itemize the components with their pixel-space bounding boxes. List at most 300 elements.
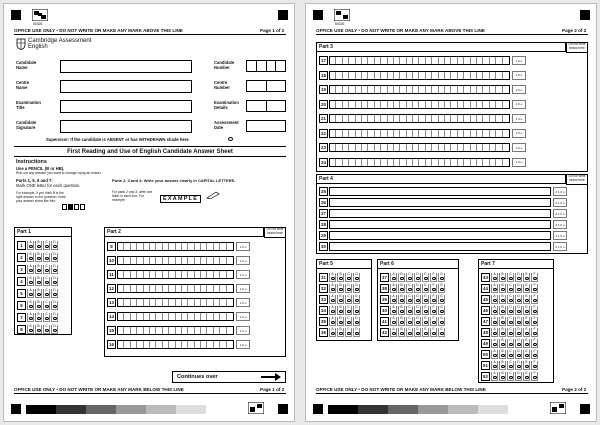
answer-option[interactable] bbox=[507, 295, 514, 304]
option-bubble[interactable] bbox=[392, 277, 396, 280]
option-bubble[interactable] bbox=[339, 299, 343, 302]
answer-option[interactable] bbox=[523, 273, 530, 282]
answer-option[interactable] bbox=[430, 306, 437, 315]
option-bubble[interactable] bbox=[392, 310, 396, 313]
option-bubble[interactable] bbox=[53, 245, 57, 248]
option-bubble[interactable] bbox=[432, 277, 436, 280]
option-bubble[interactable] bbox=[331, 288, 335, 291]
option-bubble[interactable] bbox=[525, 277, 529, 280]
answer-option[interactable] bbox=[438, 295, 445, 304]
answer-option[interactable] bbox=[422, 273, 429, 282]
option-bubble[interactable] bbox=[29, 329, 33, 332]
answer-line[interactable] bbox=[329, 198, 551, 207]
answer-option[interactable] bbox=[27, 277, 34, 286]
answer-option[interactable] bbox=[43, 253, 50, 262]
option-bubble[interactable] bbox=[408, 288, 412, 291]
answer-option[interactable] bbox=[390, 328, 397, 337]
answer-option[interactable] bbox=[531, 273, 538, 282]
option-bubble[interactable] bbox=[45, 329, 49, 332]
answer-option[interactable] bbox=[345, 295, 352, 304]
centre-name-field[interactable] bbox=[60, 80, 192, 93]
answer-option[interactable] bbox=[43, 265, 50, 274]
option-bubble[interactable] bbox=[432, 288, 436, 291]
answer-option[interactable] bbox=[515, 328, 522, 337]
answer-option[interactable] bbox=[27, 241, 34, 250]
option-bubble[interactable] bbox=[331, 310, 335, 313]
answer-option[interactable] bbox=[353, 328, 360, 337]
option-bubble[interactable] bbox=[509, 310, 513, 313]
answer-option[interactable] bbox=[523, 284, 530, 293]
option-bubble[interactable] bbox=[517, 376, 521, 379]
answer-option[interactable] bbox=[51, 265, 58, 274]
answer-option[interactable] bbox=[414, 295, 421, 304]
option-bubble[interactable] bbox=[45, 281, 49, 284]
option-bubble[interactable] bbox=[440, 299, 444, 302]
answer-option[interactable] bbox=[43, 241, 50, 250]
option-bubble[interactable] bbox=[416, 288, 420, 291]
option-bubble[interactable] bbox=[408, 332, 412, 335]
answer-option[interactable] bbox=[414, 328, 421, 337]
option-bubble[interactable] bbox=[424, 310, 428, 313]
option-bubble[interactable] bbox=[331, 299, 335, 302]
option-bubble[interactable] bbox=[400, 277, 404, 280]
option-bubble[interactable] bbox=[45, 269, 49, 272]
option-bubble[interactable] bbox=[392, 321, 396, 324]
option-bubble[interactable] bbox=[493, 343, 497, 346]
answer-option[interactable] bbox=[523, 328, 530, 337]
option-bubble[interactable] bbox=[392, 332, 396, 335]
option-bubble[interactable] bbox=[493, 376, 497, 379]
option-bubble[interactable] bbox=[45, 293, 49, 296]
answer-option[interactable] bbox=[337, 328, 344, 337]
option-bubble[interactable] bbox=[53, 269, 57, 272]
option-bubble[interactable] bbox=[501, 365, 505, 368]
option-bubble[interactable] bbox=[339, 321, 343, 324]
option-bubble[interactable] bbox=[347, 299, 351, 302]
option-bubble[interactable] bbox=[509, 277, 513, 280]
answer-option[interactable] bbox=[414, 317, 421, 326]
answer-option[interactable] bbox=[523, 339, 530, 348]
option-bubble[interactable] bbox=[29, 317, 33, 320]
answer-option[interactable] bbox=[398, 295, 405, 304]
option-bubble[interactable] bbox=[509, 299, 513, 302]
answer-option[interactable] bbox=[491, 295, 498, 304]
option-bubble[interactable] bbox=[525, 332, 529, 335]
option-bubble[interactable] bbox=[424, 299, 428, 302]
answer-line[interactable] bbox=[329, 220, 551, 229]
option-bubble[interactable] bbox=[533, 321, 537, 324]
answer-option[interactable] bbox=[523, 350, 530, 359]
option-bubble[interactable] bbox=[29, 293, 33, 296]
option-bubble[interactable] bbox=[509, 354, 513, 357]
answer-option[interactable] bbox=[329, 328, 336, 337]
option-bubble[interactable] bbox=[400, 321, 404, 324]
answer-option[interactable] bbox=[35, 241, 42, 250]
answer-option[interactable] bbox=[353, 317, 360, 326]
answer-option[interactable] bbox=[27, 325, 34, 334]
letter-boxes[interactable] bbox=[329, 56, 510, 65]
option-bubble[interactable] bbox=[416, 299, 420, 302]
answer-option[interactable] bbox=[345, 306, 352, 315]
option-bubble[interactable] bbox=[501, 288, 505, 291]
answer-option[interactable] bbox=[515, 372, 522, 381]
answer-option[interactable] bbox=[507, 372, 514, 381]
answer-option[interactable] bbox=[345, 317, 352, 326]
centre-number-field[interactable] bbox=[246, 80, 286, 92]
answer-option[interactable] bbox=[337, 295, 344, 304]
letter-boxes[interactable] bbox=[117, 312, 234, 321]
answer-option[interactable] bbox=[406, 317, 413, 326]
answer-option[interactable] bbox=[438, 328, 445, 337]
option-bubble[interactable] bbox=[29, 281, 33, 284]
option-bubble[interactable] bbox=[432, 321, 436, 324]
answer-option[interactable] bbox=[406, 306, 413, 315]
answer-option[interactable] bbox=[430, 284, 437, 293]
answer-option[interactable] bbox=[499, 295, 506, 304]
option-bubble[interactable] bbox=[392, 299, 396, 302]
option-bubble[interactable] bbox=[493, 354, 497, 357]
answer-option[interactable] bbox=[27, 313, 34, 322]
option-bubble[interactable] bbox=[331, 321, 335, 324]
option-bubble[interactable] bbox=[347, 321, 351, 324]
answer-line[interactable] bbox=[329, 231, 551, 240]
answer-option[interactable] bbox=[430, 295, 437, 304]
answer-option[interactable] bbox=[398, 284, 405, 293]
answer-option[interactable] bbox=[531, 372, 538, 381]
answer-option[interactable] bbox=[406, 284, 413, 293]
answer-option[interactable] bbox=[390, 273, 397, 282]
option-bubble[interactable] bbox=[45, 245, 49, 248]
answer-option[interactable] bbox=[507, 306, 514, 315]
answer-option[interactable] bbox=[438, 317, 445, 326]
answer-option[interactable] bbox=[27, 253, 34, 262]
option-bubble[interactable] bbox=[347, 288, 351, 291]
letter-boxes[interactable] bbox=[329, 129, 510, 138]
option-bubble[interactable] bbox=[416, 321, 420, 324]
answer-line[interactable] bbox=[329, 242, 551, 251]
option-bubble[interactable] bbox=[525, 310, 529, 313]
option-bubble[interactable] bbox=[37, 257, 41, 260]
option-bubble[interactable] bbox=[424, 288, 428, 291]
answer-option[interactable] bbox=[51, 301, 58, 310]
option-bubble[interactable] bbox=[533, 354, 537, 357]
option-bubble[interactable] bbox=[525, 299, 529, 302]
option-bubble[interactable] bbox=[517, 365, 521, 368]
answer-option[interactable] bbox=[515, 273, 522, 282]
option-bubble[interactable] bbox=[509, 365, 513, 368]
option-bubble[interactable] bbox=[501, 376, 505, 379]
answer-option[interactable] bbox=[35, 313, 42, 322]
option-bubble[interactable] bbox=[517, 354, 521, 357]
option-bubble[interactable] bbox=[525, 288, 529, 291]
option-bubble[interactable] bbox=[525, 321, 529, 324]
option-bubble[interactable] bbox=[493, 299, 497, 302]
answer-option[interactable] bbox=[531, 350, 538, 359]
letter-boxes[interactable] bbox=[329, 158, 510, 167]
answer-option[interactable] bbox=[406, 328, 413, 337]
option-bubble[interactable] bbox=[517, 288, 521, 291]
option-bubble[interactable] bbox=[37, 329, 41, 332]
answer-option[interactable] bbox=[398, 328, 405, 337]
answer-option[interactable] bbox=[515, 350, 522, 359]
answer-option[interactable] bbox=[414, 306, 421, 315]
answer-option[interactable] bbox=[438, 306, 445, 315]
answer-option[interactable] bbox=[51, 241, 58, 250]
answer-option[interactable] bbox=[523, 372, 530, 381]
letter-boxes[interactable] bbox=[117, 298, 234, 307]
option-bubble[interactable] bbox=[440, 332, 444, 335]
option-bubble[interactable] bbox=[533, 310, 537, 313]
answer-option[interactable] bbox=[531, 295, 538, 304]
option-bubble[interactable] bbox=[37, 245, 41, 248]
answer-option[interactable] bbox=[438, 284, 445, 293]
answer-option[interactable] bbox=[491, 339, 498, 348]
letter-boxes[interactable] bbox=[117, 340, 234, 349]
option-bubble[interactable] bbox=[440, 321, 444, 324]
option-bubble[interactable] bbox=[53, 317, 57, 320]
option-bubble[interactable] bbox=[408, 299, 412, 302]
answer-option[interactable] bbox=[430, 328, 437, 337]
option-bubble[interactable] bbox=[45, 317, 49, 320]
answer-option[interactable] bbox=[35, 289, 42, 298]
answer-option[interactable] bbox=[491, 306, 498, 315]
option-bubble[interactable] bbox=[347, 277, 351, 280]
answer-option[interactable] bbox=[499, 273, 506, 282]
option-bubble[interactable] bbox=[424, 277, 428, 280]
option-bubble[interactable] bbox=[37, 317, 41, 320]
exam-title-field[interactable] bbox=[60, 100, 192, 113]
option-bubble[interactable] bbox=[509, 332, 513, 335]
answer-option[interactable] bbox=[491, 273, 498, 282]
option-bubble[interactable] bbox=[533, 365, 537, 368]
answer-option[interactable] bbox=[398, 273, 405, 282]
answer-option[interactable] bbox=[438, 273, 445, 282]
candidate-number-field[interactable] bbox=[246, 60, 286, 72]
answer-option[interactable] bbox=[422, 295, 429, 304]
option-bubble[interactable] bbox=[501, 321, 505, 324]
option-bubble[interactable] bbox=[45, 257, 49, 260]
answer-option[interactable] bbox=[491, 328, 498, 337]
option-bubble[interactable] bbox=[29, 269, 33, 272]
answer-option[interactable] bbox=[422, 284, 429, 293]
answer-option[interactable] bbox=[329, 306, 336, 315]
option-bubble[interactable] bbox=[493, 321, 497, 324]
answer-option[interactable] bbox=[345, 328, 352, 337]
answer-option[interactable] bbox=[491, 284, 498, 293]
option-bubble[interactable] bbox=[432, 310, 436, 313]
answer-option[interactable] bbox=[523, 361, 530, 370]
option-bubble[interactable] bbox=[400, 288, 404, 291]
answer-option[interactable] bbox=[531, 361, 538, 370]
absent-bubble[interactable] bbox=[228, 137, 233, 141]
answer-option[interactable] bbox=[507, 350, 514, 359]
exam-details-field[interactable] bbox=[246, 100, 286, 112]
option-bubble[interactable] bbox=[29, 245, 33, 248]
option-bubble[interactable] bbox=[347, 332, 351, 335]
option-bubble[interactable] bbox=[53, 329, 57, 332]
answer-option[interactable] bbox=[390, 295, 397, 304]
letter-boxes[interactable] bbox=[117, 326, 234, 335]
option-bubble[interactable] bbox=[355, 310, 359, 313]
option-bubble[interactable] bbox=[29, 257, 33, 260]
answer-option[interactable] bbox=[531, 328, 538, 337]
option-bubble[interactable] bbox=[355, 299, 359, 302]
option-bubble[interactable] bbox=[53, 281, 57, 284]
option-bubble[interactable] bbox=[525, 365, 529, 368]
option-bubble[interactable] bbox=[37, 293, 41, 296]
option-bubble[interactable] bbox=[517, 343, 521, 346]
option-bubble[interactable] bbox=[440, 310, 444, 313]
option-bubble[interactable] bbox=[424, 321, 428, 324]
answer-option[interactable] bbox=[406, 273, 413, 282]
answer-option[interactable] bbox=[422, 317, 429, 326]
answer-option[interactable] bbox=[35, 301, 42, 310]
answer-option[interactable] bbox=[43, 301, 50, 310]
option-bubble[interactable] bbox=[424, 332, 428, 335]
option-bubble[interactable] bbox=[53, 293, 57, 296]
answer-option[interactable] bbox=[515, 339, 522, 348]
answer-line[interactable] bbox=[329, 187, 551, 196]
signature-field[interactable] bbox=[60, 120, 192, 133]
answer-option[interactable] bbox=[499, 339, 506, 348]
answer-option[interactable] bbox=[430, 273, 437, 282]
answer-option[interactable] bbox=[398, 317, 405, 326]
option-bubble[interactable] bbox=[501, 343, 505, 346]
option-bubble[interactable] bbox=[493, 277, 497, 280]
answer-option[interactable] bbox=[515, 295, 522, 304]
assessment-date-field[interactable] bbox=[246, 120, 286, 132]
option-bubble[interactable] bbox=[416, 310, 420, 313]
answer-option[interactable] bbox=[491, 361, 498, 370]
answer-option[interactable] bbox=[515, 284, 522, 293]
answer-option[interactable] bbox=[507, 339, 514, 348]
option-bubble[interactable] bbox=[37, 305, 41, 308]
option-bubble[interactable] bbox=[432, 299, 436, 302]
option-bubble[interactable] bbox=[509, 321, 513, 324]
answer-option[interactable] bbox=[35, 253, 42, 262]
option-bubble[interactable] bbox=[432, 332, 436, 335]
answer-option[interactable] bbox=[531, 284, 538, 293]
answer-option[interactable] bbox=[43, 313, 50, 322]
option-bubble[interactable] bbox=[533, 343, 537, 346]
option-bubble[interactable] bbox=[339, 277, 343, 280]
option-bubble[interactable] bbox=[37, 281, 41, 284]
option-bubble[interactable] bbox=[37, 269, 41, 272]
answer-option[interactable] bbox=[515, 306, 522, 315]
option-bubble[interactable] bbox=[509, 343, 513, 346]
answer-option[interactable] bbox=[491, 317, 498, 326]
option-bubble[interactable] bbox=[517, 299, 521, 302]
answer-option[interactable] bbox=[27, 265, 34, 274]
answer-option[interactable] bbox=[27, 301, 34, 310]
option-bubble[interactable] bbox=[416, 277, 420, 280]
option-bubble[interactable] bbox=[517, 310, 521, 313]
answer-option[interactable] bbox=[27, 289, 34, 298]
option-bubble[interactable] bbox=[331, 332, 335, 335]
answer-option[interactable] bbox=[329, 295, 336, 304]
answer-option[interactable] bbox=[523, 306, 530, 315]
answer-option[interactable] bbox=[531, 339, 538, 348]
option-bubble[interactable] bbox=[355, 277, 359, 280]
option-bubble[interactable] bbox=[501, 277, 505, 280]
answer-option[interactable] bbox=[422, 328, 429, 337]
answer-option[interactable] bbox=[337, 284, 344, 293]
answer-option[interactable] bbox=[523, 295, 530, 304]
answer-option[interactable] bbox=[499, 284, 506, 293]
answer-option[interactable] bbox=[51, 313, 58, 322]
answer-option[interactable] bbox=[35, 277, 42, 286]
option-bubble[interactable] bbox=[493, 288, 497, 291]
option-bubble[interactable] bbox=[392, 288, 396, 291]
option-bubble[interactable] bbox=[355, 332, 359, 335]
letter-boxes[interactable] bbox=[117, 242, 234, 251]
option-bubble[interactable] bbox=[517, 332, 521, 335]
answer-option[interactable] bbox=[515, 361, 522, 370]
option-bubble[interactable] bbox=[45, 305, 49, 308]
option-bubble[interactable] bbox=[525, 376, 529, 379]
answer-option[interactable] bbox=[406, 295, 413, 304]
answer-option[interactable] bbox=[414, 284, 421, 293]
option-bubble[interactable] bbox=[533, 332, 537, 335]
option-bubble[interactable] bbox=[525, 354, 529, 357]
answer-option[interactable] bbox=[337, 306, 344, 315]
option-bubble[interactable] bbox=[440, 277, 444, 280]
option-bubble[interactable] bbox=[355, 288, 359, 291]
answer-option[interactable] bbox=[499, 317, 506, 326]
option-bubble[interactable] bbox=[400, 299, 404, 302]
answer-option[interactable] bbox=[499, 306, 506, 315]
answer-option[interactable] bbox=[345, 284, 352, 293]
letter-boxes[interactable] bbox=[329, 100, 510, 109]
answer-option[interactable] bbox=[329, 317, 336, 326]
answer-option[interactable] bbox=[422, 306, 429, 315]
option-bubble[interactable] bbox=[408, 310, 412, 313]
answer-option[interactable] bbox=[353, 306, 360, 315]
letter-boxes[interactable] bbox=[329, 114, 510, 123]
answer-option[interactable] bbox=[51, 277, 58, 286]
answer-option[interactable] bbox=[414, 273, 421, 282]
answer-option[interactable] bbox=[491, 350, 498, 359]
option-bubble[interactable] bbox=[53, 257, 57, 260]
answer-option[interactable] bbox=[353, 284, 360, 293]
answer-option[interactable] bbox=[35, 265, 42, 274]
answer-option[interactable] bbox=[515, 317, 522, 326]
option-bubble[interactable] bbox=[525, 343, 529, 346]
answer-option[interactable] bbox=[531, 317, 538, 326]
answer-option[interactable] bbox=[499, 328, 506, 337]
letter-boxes[interactable] bbox=[329, 85, 510, 94]
answer-option[interactable] bbox=[353, 273, 360, 282]
option-bubble[interactable] bbox=[533, 376, 537, 379]
option-bubble[interactable] bbox=[509, 376, 513, 379]
answer-option[interactable] bbox=[35, 325, 42, 334]
answer-option[interactable] bbox=[353, 295, 360, 304]
letter-boxes[interactable] bbox=[117, 284, 234, 293]
answer-option[interactable] bbox=[531, 306, 538, 315]
answer-option[interactable] bbox=[329, 273, 336, 282]
answer-option[interactable] bbox=[43, 325, 50, 334]
answer-option[interactable] bbox=[499, 350, 506, 359]
answer-option[interactable] bbox=[430, 317, 437, 326]
option-bubble[interactable] bbox=[501, 332, 505, 335]
answer-option[interactable] bbox=[43, 289, 50, 298]
option-bubble[interactable] bbox=[501, 299, 505, 302]
option-bubble[interactable] bbox=[400, 310, 404, 313]
answer-option[interactable] bbox=[507, 273, 514, 282]
answer-option[interactable] bbox=[390, 317, 397, 326]
answer-option[interactable] bbox=[507, 317, 514, 326]
letter-boxes[interactable] bbox=[117, 270, 234, 279]
